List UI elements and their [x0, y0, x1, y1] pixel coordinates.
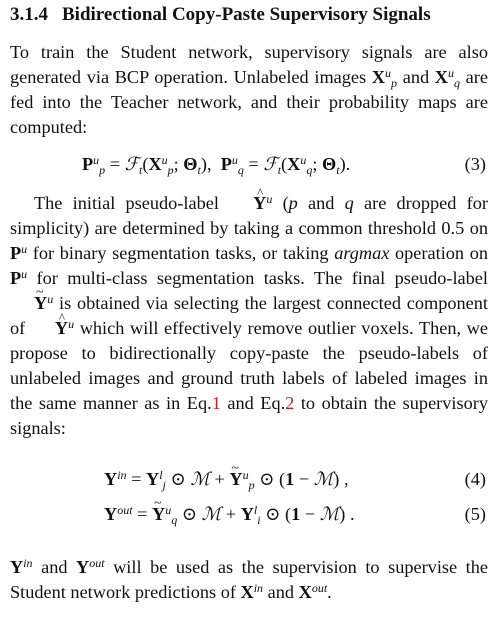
p2-t8: which will effectively remove outlier voxels. Then, we propose to bidirectionally copy-paste the pseudo-labels of unlabeled images and ground truth labels of labeled images in the same manner as in Eq.	[10, 318, 488, 413]
paragraph-1-text-a: To train the Student network, supervisory signals are also generated via BCP operation. Unlabeled images	[10, 42, 488, 87]
equation-4-body: $Y^{in} = Y^l_j$ ⊙ ℳ + ~ $Y^u_p$ ⊙ (1 − ℳ) ,	[104, 467, 349, 492]
p2-t9: and Eq.	[220, 393, 286, 413]
eq-1-link[interactable]: 1	[211, 393, 221, 413]
equation-3-number: (3)	[464, 154, 486, 174]
equation-3	[10, 152, 488, 177]
p3-t3: and	[263, 582, 299, 602]
equation-5-body: $Y^{out}$ = ~ $Y^u_q$ ⊙ ℳ + $Y^l_i$ ⊙ (1 − ℳ) .	[104, 502, 355, 527]
p2-t7: is obtained via selecting the largest connected component of	[10, 293, 488, 338]
section-title: Bidirectional Copy-Paste Supervisory Signals	[62, 4, 431, 25]
p3-t1: and	[32, 557, 77, 577]
p3-t4: .	[327, 582, 332, 602]
p2-t10: to obtain the supervisory signals:	[10, 393, 488, 438]
p2-t4: for binary segmentation tasks, or taking	[27, 243, 335, 263]
p2-t5: operation on	[389, 243, 488, 263]
paragraph-3: $Y^{in}$ and $Y^{out}$ will be used as the supervision to supervise the Student network predictions of $X^{in}$ and $X^{out}$.	[10, 556, 488, 602]
paragraph-1-text-b: are fed into the Teacher network, and their probability maps are computed:	[10, 67, 488, 137]
equation-5-number: (5)	[464, 504, 486, 524]
equation-5	[10, 502, 488, 527]
p2-t2c: and	[297, 193, 345, 213]
equation-4-number: (4)	[464, 469, 486, 489]
p2-t2b: p	[288, 193, 298, 213]
paragraph-1: To train the Student network, supervisory signals are also generated via BCP operation. Unlabeled images $X^u_p$ and $X^u_q$ are fed into the Teacher network, and their probability maps are computed:	[10, 42, 488, 137]
p2-t2: (	[272, 193, 289, 213]
paper-page	[10, 2, 488, 605]
p2-t6: for multi-class segmentation tasks. The final pseudo-label	[27, 268, 488, 288]
p3-t2: will be used as the supervision to supervise the Student network predictions of	[10, 557, 488, 602]
p2-argmax: argmax	[334, 243, 390, 263]
paragraph-2: The initial pseudo-label ^ $Y^u$ (p and q are dropped for simplicity) are determined by taking a common threshold 0.5 on $P^u$ for binary segmentation tasks, or taking argmax operation on $P^u$ for multi-class segmentation tasks. The final pseudo-label ~ $Y^u$ is obtained via selecting the largest connected component of ^ $Y^u$ which will effectively remove outlier voxels. Then, we propose to bidirectionally copy-paste the pseudo-labels of unlabeled images and ground truth labels of labeled images in the same manner as in Eq.1 and Eq.2 to obtain the supervisory signals:	[10, 191, 488, 441]
paragraph-1-and: and	[397, 67, 435, 87]
p2-t3: are dropped for simplicity) are determined by taking a common threshold 0.5 on	[10, 193, 488, 238]
section-heading	[10, 2, 488, 28]
p2-t1: The initial pseudo-label	[34, 193, 230, 213]
equation-3-body: $P^u_p$ = $ℱ_t(X^u_p$; $\Theta_t$), $P^u_q$ = $ℱ_t(X^u_q$; $\Theta_t$).	[82, 153, 351, 177]
equation-4	[10, 467, 488, 492]
section-number: 3.1.4	[10, 4, 48, 25]
p2-t2d: q	[344, 193, 354, 213]
eq-2-link[interactable]: 2	[285, 393, 295, 413]
